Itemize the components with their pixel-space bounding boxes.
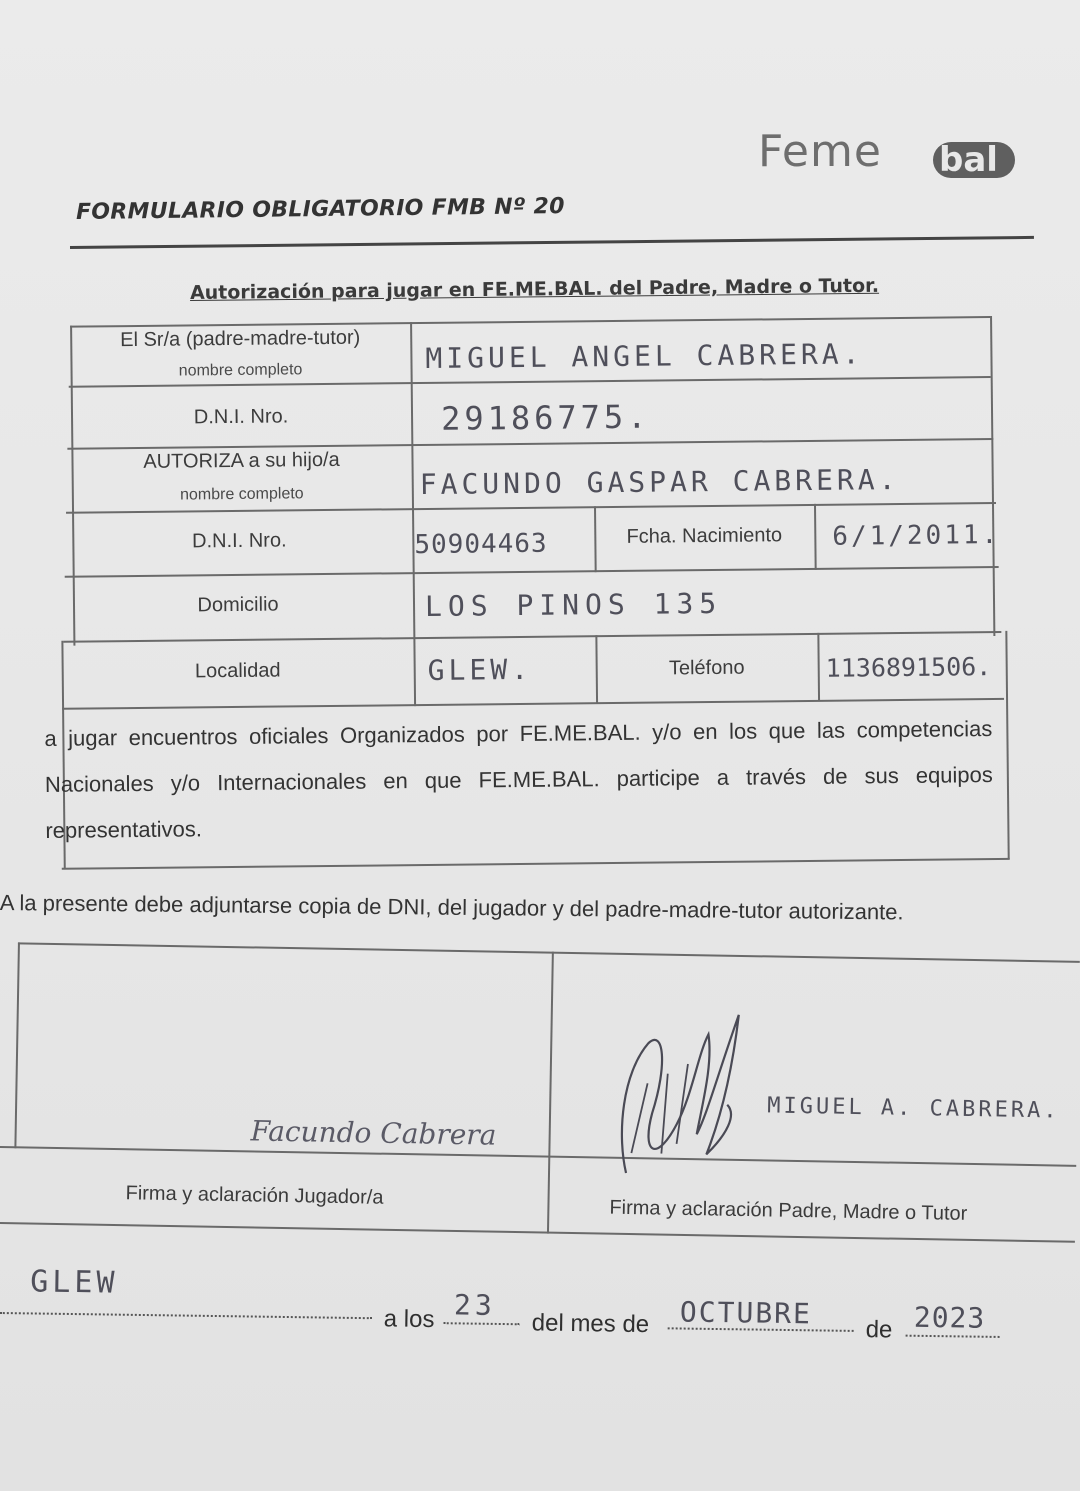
footer-del-mes-de: del mes de xyxy=(531,1309,650,1339)
parent-signature-scribble xyxy=(606,1003,749,1195)
parent-label: El Sr/a (padre-madre-tutor) xyxy=(120,326,361,352)
city-label: Localidad xyxy=(194,659,281,683)
birth-date-value: 6/1/2011. xyxy=(832,519,1001,552)
footer-de: de xyxy=(865,1316,893,1344)
footer-year: 2023 xyxy=(913,1300,986,1335)
footer-date-line xyxy=(0,1264,1080,1395)
logo-text: Feme xyxy=(758,126,882,177)
authorization-text: a jugar encuentros oficiales Organizados por FE.ME.BAL. y/o en los que las competencias Nacionales y/o Internacionales en que FE.ME.BAL. participe a través de sus equipos representativos. xyxy=(44,716,993,843)
address-label: Domicilio xyxy=(197,593,279,617)
footer-a-los: a los xyxy=(383,1305,435,1334)
phone-label: Teléfono xyxy=(668,656,745,680)
parent-signature-label: Firma y aclaración Padre, Madre o Tutor xyxy=(609,1196,968,1225)
parent-dni-value: 29186775. xyxy=(440,397,651,438)
footer-place: GLEW xyxy=(30,1264,119,1301)
title-divider xyxy=(70,236,1034,249)
parent-name-value: MIGUEL ANGEL CABRERA. xyxy=(425,337,864,375)
femebal-logo xyxy=(758,128,1020,178)
footer-month: OCTUBRE xyxy=(679,1295,813,1331)
attachment-note: A la presente debe adjuntarse copia de DNI, del jugador y del padre-madre-tutor autorizante. xyxy=(0,890,904,925)
footer-day: 23 xyxy=(453,1288,496,1322)
birth-date-label: Fcha. Nacimiento xyxy=(626,524,783,548)
authorization-table xyxy=(40,308,1006,878)
address-value: LOS PINOS 135 xyxy=(424,586,723,623)
child-dni-value: 50904463 xyxy=(414,528,548,561)
logo-pill: bal xyxy=(933,142,1015,178)
form-subtitle: Autorización para jugar en FE.ME.BAL. del Padre, Madre o Tutor. xyxy=(189,274,880,304)
form-title: FORMULARIO OBLIGATORIO FMB Nº 20 xyxy=(75,194,565,225)
signature-table xyxy=(0,940,1080,1299)
child-name-value: FACUNDO GASPAR CABRERA. xyxy=(419,463,900,502)
parent-sublabel: nombre completo xyxy=(178,361,303,380)
player-signature-name: Facundo Cabrera xyxy=(250,1114,497,1152)
city-value: GLEW. xyxy=(427,652,533,687)
parent-signature-name: MIGUEL A. CABRERA. xyxy=(767,1093,1060,1124)
child-dni-label: D.N.I. Nro. xyxy=(191,529,287,553)
child-sublabel: nombre completo xyxy=(179,485,304,504)
parent-dni-label: D.N.I. Nro. xyxy=(193,405,289,429)
player-signature-label: Firma y aclaración Jugador/a xyxy=(125,1182,384,1209)
phone-value: 1136891506. xyxy=(825,652,992,683)
child-label: AUTORIZA a su hijo/a xyxy=(143,448,340,473)
